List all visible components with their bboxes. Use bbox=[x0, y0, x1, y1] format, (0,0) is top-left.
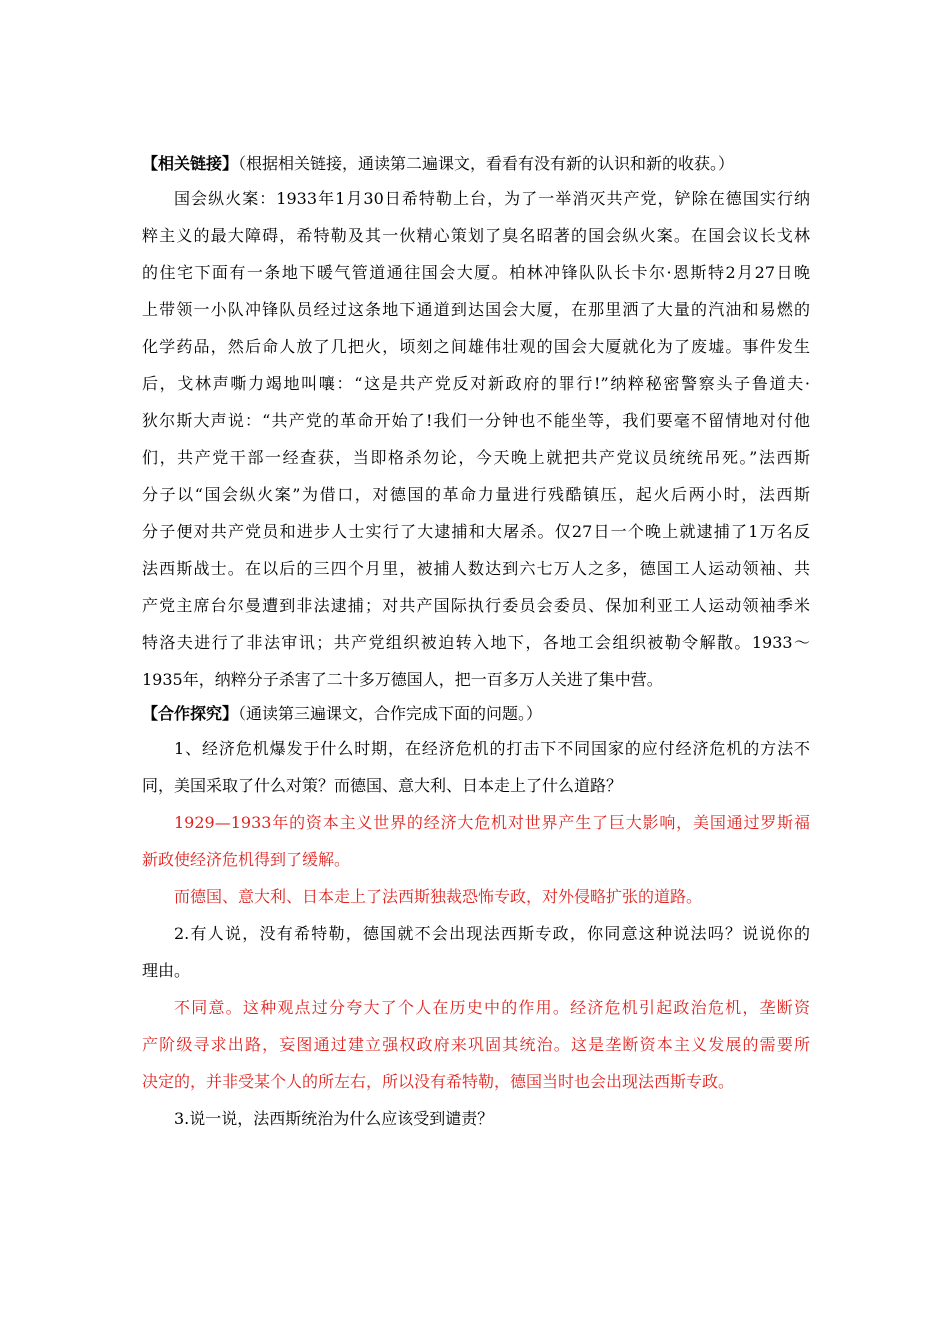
reichstag-fire-paragraph bbox=[142, 180, 810, 698]
answer-line: 而德国、意大利、日本走上了法西斯独裁恐怖专政，对外侵略扩张的道路。 bbox=[174, 887, 703, 906]
answer-line: 1929—1933年的资本主义世界的经济大危机对世界产生了巨大影响，美国通过罗斯福 bbox=[174, 813, 810, 832]
paragraph-line: 粹主义的最大障碍，希特勒及其一伙精心策划了臭名昭著的国会纵火案。在国会议长戈林 bbox=[142, 226, 810, 245]
paragraph-line: 后，戈林声嘶力竭地叫嚷：“这是共产党反对新政府的罪行!”纳粹秘密警察头子鲁道夫· bbox=[142, 374, 810, 393]
paragraph-line: 特洛夫进行了非法审讯；共产党组织被迫转入地下，各地工会组织被勒令解散。1933～ bbox=[142, 633, 810, 652]
paragraph-line: 产党主席台尔曼遭到非法逮捕；对共产国际执行委员会委员、保加利亚工人运动领袖季米 bbox=[142, 596, 810, 615]
paragraph-line: 狄尔斯大声说：“共产党的革命开始了!我们一分钟也不能坐等，我们要毫不留情地对付他 bbox=[142, 411, 810, 430]
answer-2 bbox=[142, 989, 810, 1100]
answer-line: 决定的，并非受某个人的所左右，所以没有希特勒，德国当时也会出现法西斯专政。 bbox=[142, 1072, 735, 1091]
related-links-label: 【相关链接】 bbox=[142, 154, 239, 173]
question-line: 1、经济危机爆发于什么时期，在经济危机的打击下不同国家的应付经济危机的方法不 bbox=[174, 739, 810, 758]
document-page bbox=[142, 148, 810, 1137]
question-line: 理由。 bbox=[142, 961, 191, 980]
paragraph-line: 法西斯战士。在以后的三四个月里，被捕人数达到六七万人之多，德国工人运动领袖、共 bbox=[142, 559, 810, 578]
paragraph-line: 1935年，纳粹分子杀害了二十多万德国人，把一百多万人关进了集中营。 bbox=[142, 670, 663, 689]
question-3: 3.说一说，法西斯统治为什么应该受到谴责？ bbox=[174, 1109, 494, 1128]
question-1 bbox=[142, 730, 810, 804]
paragraph-line: 分子以“国会纵火案”为借口，对德国的革命力量进行残酷镇压，起火后两小时，法西斯 bbox=[142, 485, 810, 504]
paragraph-line: 上带领一小队冲锋队员经过这条地下通道到达国会大厦，在那里洒了大量的汽油和易燃的 bbox=[142, 300, 810, 319]
answer-line: 新政使经济危机得到了缓解。 bbox=[142, 850, 351, 869]
question-2 bbox=[142, 915, 810, 989]
paragraph-line: 们，共产党干部一经查获，当即格杀勿论，今天晚上就把共产党议员统统吊死。”法西斯 bbox=[142, 448, 810, 467]
question-line: 2.有人说，没有希特勒，德国就不会出现法西斯专政，你同意这种说法吗？说说你的 bbox=[174, 924, 810, 943]
related-links-note: （根据相关链接，通读第二遍课文，看看有没有新的认识和新的收获。） bbox=[238, 154, 735, 173]
cooperative-inquiry-heading bbox=[142, 698, 810, 730]
answer-line: 不同意。这种观点过分夸大了个人在历史中的作用。经济危机引起政治危机，垄断资 bbox=[174, 998, 810, 1017]
answer-1 bbox=[142, 804, 810, 915]
question-line: 同，美国采取了什么对策？而德国、意大利、日本走上了什么道路？ bbox=[142, 776, 623, 795]
paragraph-line: 化学药品，然后命人放了几把火，顷刻之间雄伟壮观的国会大厦就化为了废墟。事件发生 bbox=[142, 337, 810, 356]
cooperative-inquiry-note: （通读第三遍课文，合作完成下面的问题。） bbox=[238, 704, 543, 723]
paragraph-line: 的住宅下面有一条地下暖气管道通往国会大厦。柏林冲锋队队长卡尔·恩斯特2月27日晚 bbox=[142, 263, 810, 282]
answer-line: 产阶级寻求出路，妄图通过建立强权政府来巩固其统治。这是垄断资本主义发展的需要所 bbox=[142, 1035, 810, 1054]
paragraph-line: 国会纵火案：1933年1月30日希特勒上台，为了一举消灭共产党，铲除在德国实行纳 bbox=[174, 189, 810, 208]
paragraph-line: 分子便对共产党员和进步人士实行了大逮捕和大屠杀。仅27日一个晚上就逮捕了1万名反 bbox=[142, 522, 810, 541]
related-links-heading bbox=[142, 148, 810, 180]
cooperative-inquiry-label: 【合作探究】 bbox=[142, 704, 239, 723]
